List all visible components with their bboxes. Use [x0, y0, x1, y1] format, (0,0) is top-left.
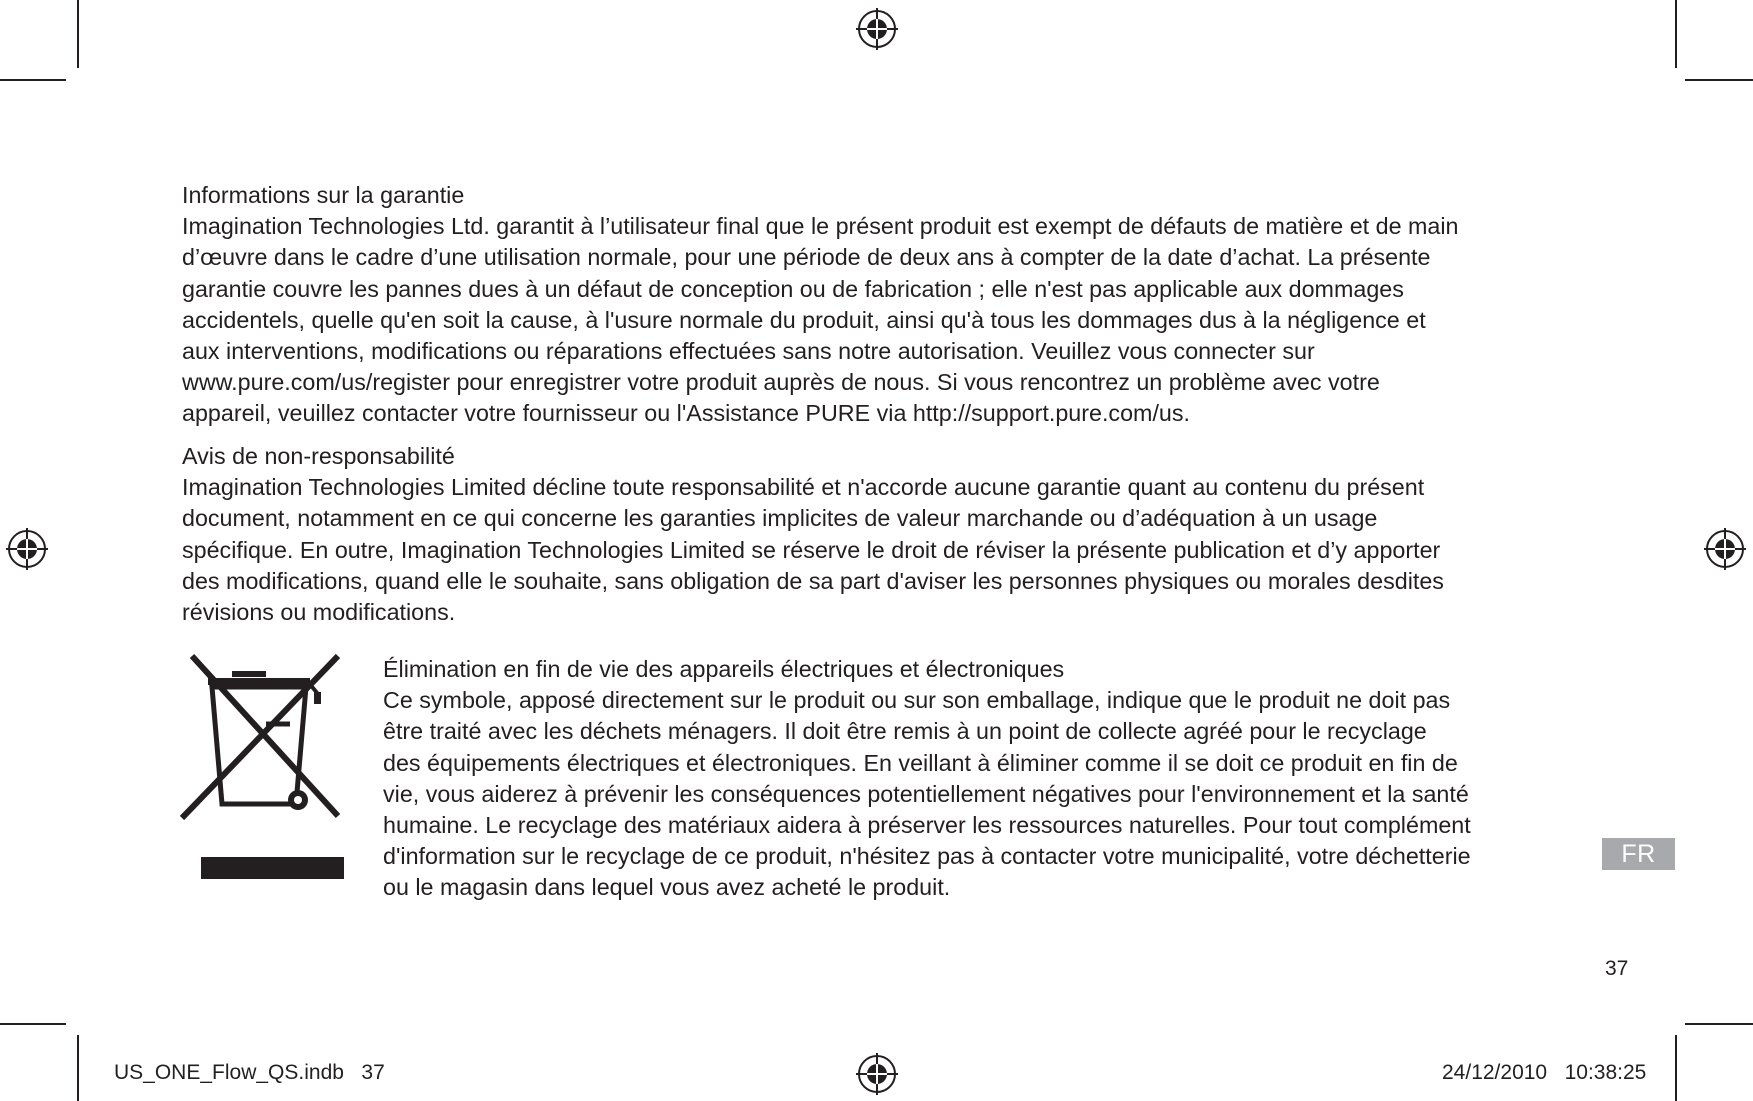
disclaimer-body: [182, 472, 1582, 628]
disclaimer-heading: Avis de non-responsabilité: [182, 443, 455, 469]
weee-line: des équipements électriques et électroniques. En veillant à éliminer comme il se doit ce produit en fin de: [383, 749, 1458, 776]
weee-line: d'information sur le recyclage de ce produit, n'hésitez pas à contacter votre municipalité, votre déchetterie: [383, 843, 1471, 870]
warranty-line: appareil, veuillez contacter votre fournisseur ou l'Assistance PURE via http://support.pure.com/us.: [182, 400, 1190, 427]
warranty-line: Imagination Technologies Ltd. garantit à l’utilisateur final que le présent produit est exempt de défauts de matière et de main: [182, 213, 1459, 240]
disclaimer-section: [182, 441, 1582, 628]
crop-mark: [77, 1035, 79, 1101]
crop-mark: [0, 1023, 66, 1025]
weee-line: ou le magasin dans lequel vous avez acheté le produit.: [383, 874, 951, 901]
crossed-out-wheelie-bin-icon: [178, 652, 353, 882]
disclaimer-line: spécifique. En outre, Imagination Technologies Limited se réserve le droit de réviser la présente publication et d’y apporter: [182, 536, 1441, 563]
weee-body: [383, 685, 1583, 903]
warranty-line: accidentels, quelle qu'en soit la cause, à l'usure normale du produit, ainsi qu'à tous les dommages dus à la négligence et: [182, 306, 1426, 333]
warranty-section: [182, 180, 1582, 430]
weee-line: humaine. Le recyclage des matériaux aidera à préserver les ressources naturelles. Pour tout complément: [383, 812, 1471, 839]
registration-mark-icon: [6, 528, 48, 570]
crop-mark: [77, 0, 79, 68]
language-tab: FR: [1602, 838, 1675, 870]
disclaimer-line: document, notamment en ce qui concerne les garanties implicites de valeur marchande ou d’adéquation à un usage: [182, 505, 1378, 532]
weee-section: [383, 654, 1583, 904]
disclaimer-line: Imagination Technologies Limited décline toute responsabilité et n'accorde aucune garantie quant au contenu du présent: [182, 474, 1425, 501]
warranty-line: d’œuvre dans le cadre d’une utilisation normale, pour une période de deux ans à compter de la date d’achat. La présente: [182, 244, 1431, 271]
weee-line: vie, vous aiderez à prévenir les conséquences potentiellement négatives pour l'environnement et la santé: [383, 780, 1469, 807]
warranty-line: www.pure.com/us/register pour enregistrer votre produit auprès de nous. Si vous rencontrez un problème avec votre: [182, 369, 1380, 396]
crop-mark: [1685, 79, 1753, 81]
crop-mark: [0, 79, 66, 81]
registration-mark-icon: [1704, 528, 1746, 570]
page-number: 37: [1605, 957, 1629, 980]
crop-mark: [1675, 1035, 1677, 1101]
warranty-body: [182, 211, 1582, 429]
weee-heading: Élimination en fin de vie des appareils électriques et électroniques: [383, 656, 1065, 682]
weee-line: être traité avec les déchets ménagers. Il doit être remis à un point de collecte agréé pour le recyclage: [383, 718, 1427, 745]
registration-mark-icon: [856, 8, 898, 50]
warranty-heading: Informations sur la garantie: [182, 182, 465, 208]
crop-mark: [1685, 1023, 1753, 1025]
warranty-line: garantie couvre les pannes dues à un défaut de conception ou de fabrication ; elle n'est pas applicable aux dommages: [182, 275, 1404, 302]
registration-mark-icon: [856, 1053, 898, 1095]
crop-mark: [1675, 0, 1677, 68]
warranty-line: aux interventions, modifications ou réparations effectuées sans notre autorisation. Veuillez vous connecter sur: [182, 338, 1315, 365]
footer-timestamp: 24/12/2010 10:38:25: [1442, 1061, 1647, 1084]
disclaimer-line: révisions ou modifications.: [182, 599, 456, 626]
disclaimer-line: des modifications, quand elle le souhaite, sans obligation de sa part d'aviser les personnes physiques ou morales desdites: [182, 567, 1444, 594]
weee-line: Ce symbole, apposé directement sur le produit ou sur son emballage, indique que le produit ne doit pas: [383, 687, 1451, 714]
footer-filename: US_ONE_Flow_QS.indb 37: [114, 1061, 385, 1084]
